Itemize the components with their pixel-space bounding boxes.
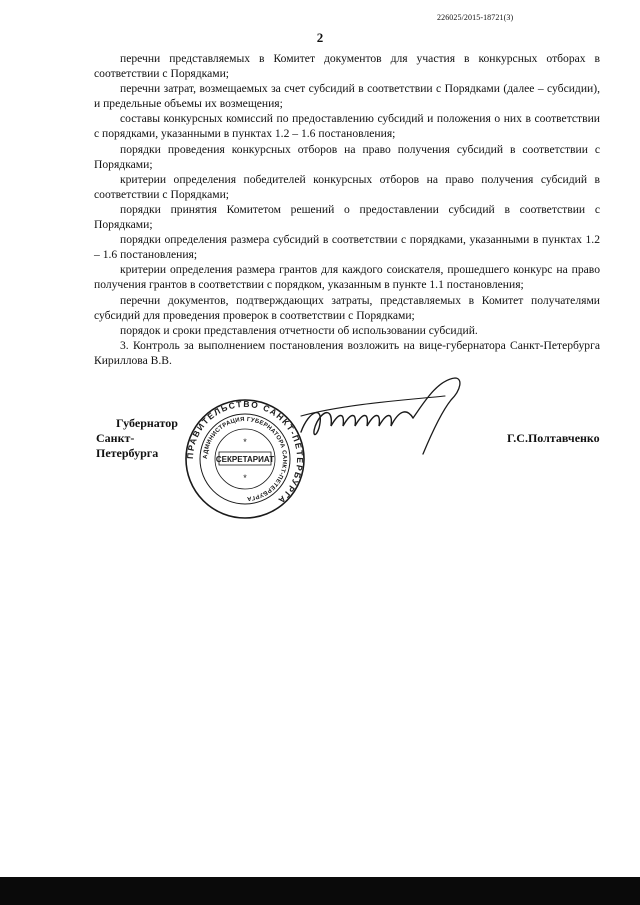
document-body [94, 51, 600, 368]
official-seal [183, 397, 307, 521]
paragraph: перечни представляемых в Комитет документов для участия в конкурсных отборах в соответствии с Порядками; [94, 52, 600, 81]
paragraph: порядки определения размера субсидий в соответствии с порядками, указанными в пунктах 1.2 – 1.6 постановления; [94, 233, 600, 262]
paragraph: перечни документов, подтверждающих затраты, представляемых в Комитет получателями субсидий для проведения проверок в соответствии с Порядками; [94, 293, 600, 322]
signatory-name: Г.С.Полтавченко [507, 431, 600, 445]
signatory-title: Губернатор [116, 416, 178, 430]
seal-center-text: СЕКРЕТАРИАТ [215, 455, 275, 464]
seal-inner-text: АДМИНИСТРАЦИЯ ГУБЕРНАТОРА САНКТ-ПЕТЕРБУРГА [202, 416, 288, 502]
signatory-city: Санкт-Петербурга [96, 431, 159, 460]
paragraph: порядки проведения конкурсных отборов на право получения субсидий в соответствии с Порядками; [94, 142, 600, 171]
seal-outer-text: ПРАВИТЕЛЬСТВО САНКТ-ПЕТЕРБУРГА [184, 398, 306, 507]
paragraph: критерии определения размера грантов для каждого соискателя, прошедшего конкурс на право получения грантов в соответствии с порядком, указанным в пункте 1.1 постановления; [94, 263, 600, 292]
paragraph: порядок и сроки представления отчетности об использовании субсидий. [120, 323, 478, 337]
paragraph: составы конкурсных комиссий по предоставлению субсидий и положения о них в соответствии с порядками, указанными в пунктах 1.2 – 1.6 постановления; [94, 112, 600, 141]
paragraph: перечни затрат, возмещаемых за счет субсидий в соответствии с Порядками (далее – субсидии), и предельные объемы их возмещения; [94, 82, 600, 111]
page-number: 2 [316, 30, 324, 45]
paragraph: 3. Контроль за выполнением постановления возложить на вице-губернатора Санкт-Петербурга Кириллова В.В. [94, 338, 600, 367]
paragraph: порядки принятия Комитетом решений о предоставлении субсидий в соответствии с Порядками; [94, 202, 600, 232]
seal-star-icon: * [243, 437, 247, 447]
handwritten-signature [295, 370, 470, 460]
scan-border [0, 877, 640, 905]
seal-star-icon: * [243, 473, 247, 483]
document-id: 226025/2015-18721(3) [437, 13, 514, 22]
paragraph: критерии определения победителей конкурсных отборов на право получения субсидий в соответствии с Порядками; [94, 172, 600, 201]
